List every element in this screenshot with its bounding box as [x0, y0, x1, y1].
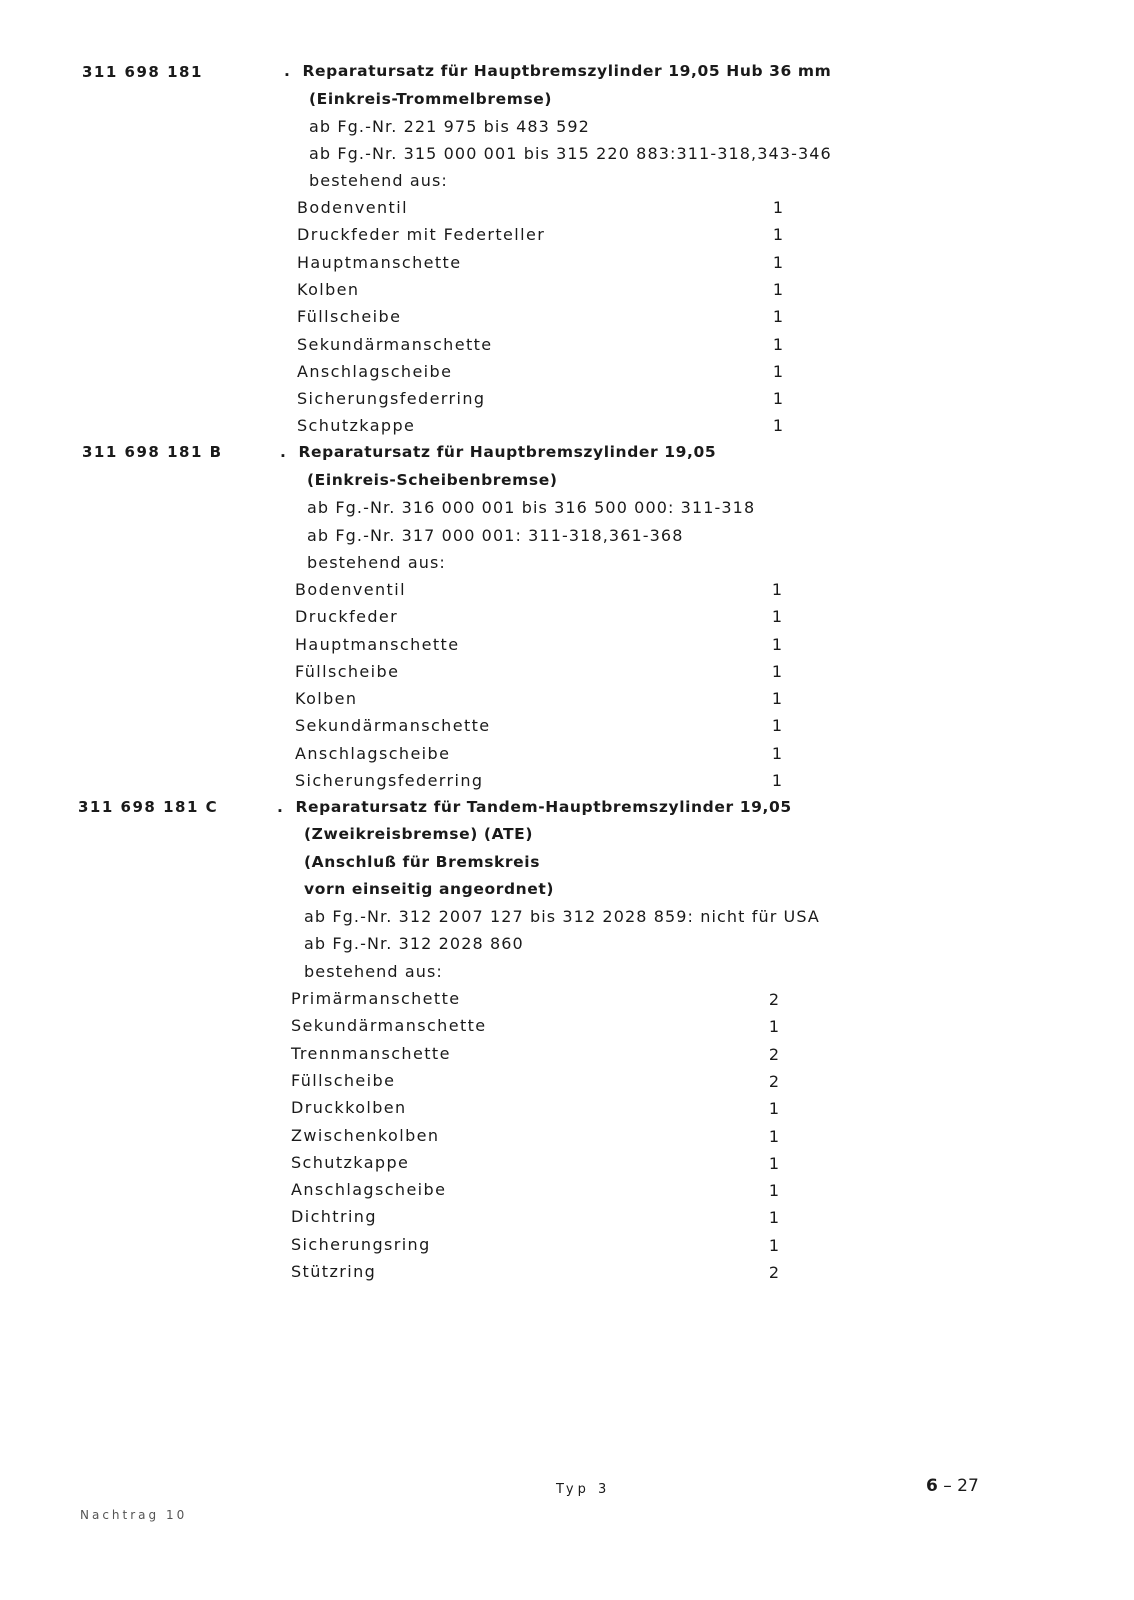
item-qty: 1 — [772, 225, 783, 244]
item-name: Füllscheibe — [295, 662, 400, 681]
item-name: Bodenventil — [297, 198, 408, 217]
item-qty: 1 — [771, 716, 782, 735]
kit-title-line: (Anschluß für Bremskreis — [304, 853, 541, 871]
item-name: Anschlagscheibe — [291, 1180, 447, 1199]
item-name: Sekundärmanschette — [291, 1016, 487, 1035]
item-qty: 1 — [768, 1127, 779, 1146]
item-name: Stützring — [291, 1262, 377, 1281]
item-name: Primärmanschette — [291, 989, 461, 1008]
item-name: Schutzkappe — [297, 416, 416, 435]
item-qty: 1 — [768, 1017, 779, 1036]
item-qty: 1 — [771, 580, 782, 599]
consisting-of-label: bestehend aus: — [307, 553, 446, 572]
item-name: Kolben — [295, 689, 358, 708]
chassis-range: ab Fg.-Nr. 221 975 bis 483 592 — [309, 117, 590, 136]
item-qty: 1 — [772, 307, 783, 326]
page-number — [926, 1476, 979, 1496]
consisting-of-label: bestehend aus: — [309, 171, 448, 190]
chassis-range: ab Fg.-Nr. 317 000 001: 311-318,361-368 — [307, 526, 684, 545]
item-qty: 2 — [768, 990, 779, 1009]
item-qty: 2 — [768, 1263, 779, 1282]
supplement-label: Nachtrag 10 — [80, 1508, 188, 1522]
item-qty: 2 — [768, 1045, 779, 1064]
item-qty: 1 — [771, 635, 782, 654]
item-qty: 1 — [772, 362, 783, 381]
item-qty: 1 — [771, 744, 782, 763]
item-name: Anschlagscheibe — [295, 744, 451, 763]
page-section: 6 — [926, 1476, 938, 1496]
item-name: Dichtring — [291, 1207, 377, 1226]
kit-title-line: vorn einseitig angeordnet) — [304, 880, 555, 898]
item-name: Füllscheibe — [291, 1071, 396, 1090]
item-name: Hauptmanschette — [295, 635, 460, 654]
kit-title-line: (Einkreis-Scheibenbremse) — [307, 471, 558, 489]
item-qty: 2 — [768, 1072, 779, 1091]
item-qty: 1 — [771, 771, 782, 790]
item-name: Sicherungsfederring — [297, 389, 486, 408]
item-qty: 1 — [768, 1236, 779, 1255]
item-name: Sicherungsfederring — [295, 771, 484, 790]
chassis-range: ab Fg.-Nr. 316 000 001 bis 316 500 000: 311-318 — [307, 498, 756, 517]
item-qty: 1 — [772, 389, 783, 408]
page-separator: – — [943, 1476, 952, 1496]
kit-title-line: . Reparatursatz für Hauptbremszylinder 19,05 — [280, 443, 717, 461]
item-name: Trennmanschette — [291, 1044, 451, 1063]
item-name: Zwischenkolben — [291, 1126, 440, 1145]
kit-title-line: (Zweikreisbremse) (ATE) — [304, 825, 534, 843]
item-qty: 1 — [772, 416, 783, 435]
item-name: Bodenventil — [295, 580, 406, 599]
item-qty: 1 — [768, 1154, 779, 1173]
kit-title-line: . Reparatursatz für Tandem-Hauptbremszylinder 19,05 — [277, 798, 792, 816]
page-num: 27 — [957, 1476, 979, 1496]
item-name: Druckkolben — [291, 1098, 407, 1117]
item-name: Druckfeder — [295, 607, 399, 626]
model-label: Typ 3 — [556, 1482, 611, 1497]
chassis-range: ab Fg.-Nr. 312 2028 860 — [304, 934, 524, 953]
chassis-range: ab Fg.-Nr. 312 2007 127 bis 312 2028 859: nicht für USA — [304, 907, 820, 926]
item-name: Anschlagscheibe — [297, 362, 453, 381]
item-qty: 1 — [772, 198, 783, 217]
part-number: 311 698 181 C — [78, 798, 219, 816]
kit-title-line: (Einkreis-Trommelbremse) — [309, 90, 553, 108]
item-qty: 1 — [771, 689, 782, 708]
kit-title-line: . Reparatursatz für Hauptbremszylinder 19,05 Hub 36 mm — [284, 62, 832, 80]
item-qty: 1 — [768, 1181, 779, 1200]
item-qty: 1 — [772, 253, 783, 272]
item-qty: 1 — [768, 1099, 779, 1118]
item-name: Sekundärmanschette — [297, 335, 493, 354]
item-name: Kolben — [297, 280, 360, 299]
item-name: Sicherungsring — [291, 1235, 431, 1254]
item-qty: 1 — [768, 1208, 779, 1227]
item-qty: 1 — [771, 662, 782, 681]
chassis-range: ab Fg.-Nr. 315 000 001 bis 315 220 883:311-318,343-346 — [309, 144, 832, 163]
item-qty: 1 — [771, 607, 782, 626]
item-name: Schutzkappe — [291, 1153, 410, 1172]
consisting-of-label: bestehend aus: — [304, 962, 443, 981]
item-name: Hauptmanschette — [297, 253, 462, 272]
item-qty: 1 — [772, 335, 783, 354]
part-number: 311 698 181 B — [82, 443, 223, 461]
part-number: 311 698 181 — [82, 63, 203, 81]
item-name: Druckfeder mit Federteller — [297, 225, 546, 244]
item-name: Füllscheibe — [297, 307, 402, 326]
item-qty: 1 — [772, 280, 783, 299]
item-name: Sekundärmanschette — [295, 716, 491, 735]
